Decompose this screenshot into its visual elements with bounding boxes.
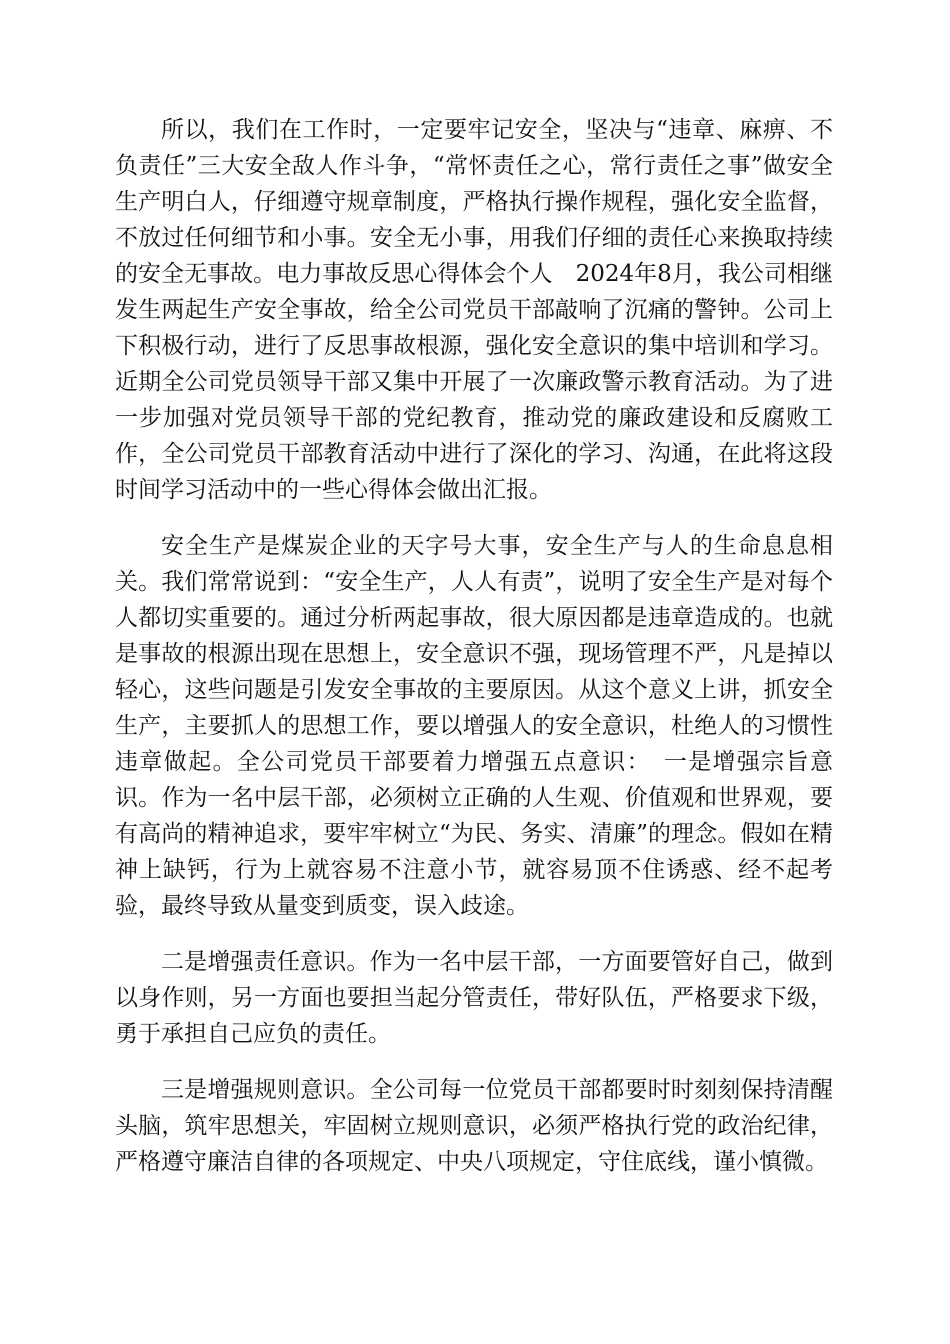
paragraph-2: 安全生产是煤炭企业的天字号大事，安全生产与人的生命息息相关。我们常常说到：“安全生产，人人有责”，说明了安全生产是对每个人都切实重要的。通过分析两起事故，很大原因都是违章造成的。也就是事故的根源出现在思想上，安全意识不强，现场管理不严，凡是掉以轻心，这些问题是引发安全事故的主要原因。从这个意义上讲，抓安全生产，主要抓人的思想工作，要以增强人的安全意识，杜绝人的习惯性违章做起。全公司党员干部要着力增强五点意识： 一是增强宗旨意识。作为一名中层干部，必须树立正确的人生观、价值观和世界观，要有高尚的精神追求，要牢牢树立“为民、务实、清廉”的理念。假如在精神上缺钙，行为上就容易不注意小节，就容易顶不住诱惑、经不起考验，最终导致从量变到质变，误入歧途。 (115, 533, 833, 919)
paragraph-1: 所以，我们在工作时，一定要牢记安全，坚决与“违章、麻痹、不负责任”三大安全敌人作斗争，“常怀责任之心，常行责任之事”做安全生产明白人，仔细遵守规章制度，严格执行操作规程，强化安全监督，不放过任何细节和小事。安全无小事，用我们仔细的责任心来换取持续的安全无事故。电力事故反思心得体会个人 2024年8月，我公司相继发生两起生产安全事故，给全公司党员干部敲响了沉痛的警钟。公司上下积极行动，进行了反思事故根源，强化安全意识的集中培训和学习。近期全公司党员领导干部又集中开展了一次廉政警示教育活动。为了进一步加强对党员领导干部的党纪教育，推动党的廉政建设和反腐败工作，全公司党员干部教育活动中进行了深化的学习、沟通，在此将这段时间学习活动中的一些心得体会做出汇报。 (115, 117, 833, 503)
paragraph-3: 二是增强责任意识。作为一名中层干部，一方面要管好自己，做到以身作则，另一方面也要担当起分管责任，带好队伍，严格要求下级，勇于承担自己应负的责任。 (115, 949, 833, 1047)
paragraph-4: 三是增强规则意识。全公司每一位党员干部都要时时刻刻保持清醒头脑，筑牢思想关，牢固树立规则意识，必须严格执行党的政治纪律，严格遵守廉洁自律的各项规定、中央八项规定，守住底线，谨小慎微。 (115, 1077, 833, 1175)
document-body (115, 112, 833, 1200)
